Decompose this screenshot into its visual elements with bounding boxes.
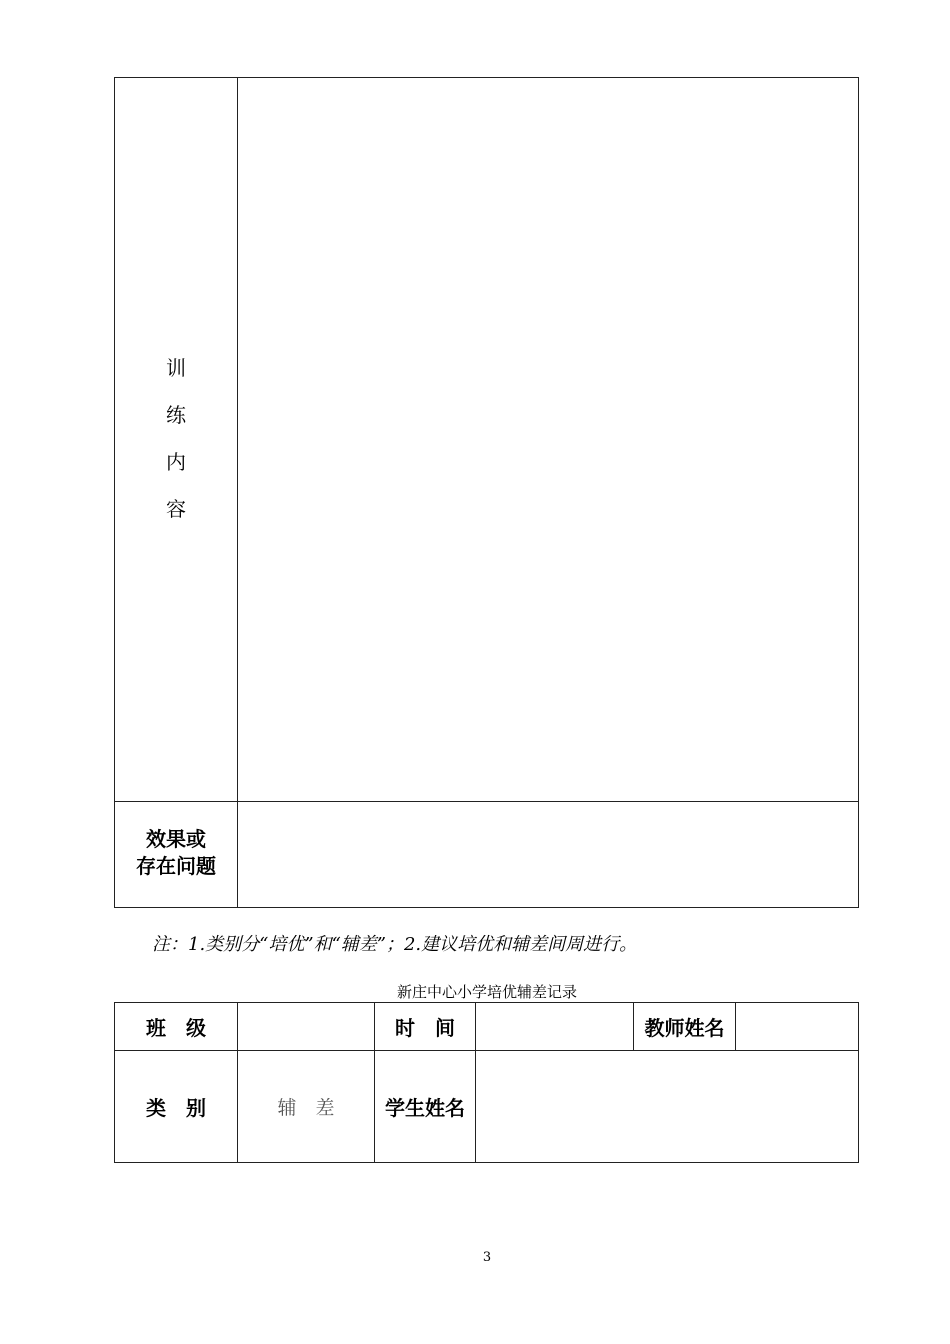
table1-right-border [858, 77, 859, 908]
effect-content-cell[interactable] [238, 802, 858, 907]
table2-bottom-border [114, 1162, 859, 1163]
training-label-char: 内 [166, 450, 186, 474]
student-name-value-cell[interactable] [476, 1051, 858, 1162]
class-value-cell[interactable] [238, 1003, 374, 1050]
table2-right-border [858, 1002, 859, 1163]
record-caption: 新庄中心小学培优辅差记录 [396, 983, 577, 1001]
table1-bottom-border [114, 907, 859, 908]
training-content-label [115, 345, 237, 533]
effect-label: 效果或 存在问题 [136, 827, 216, 878]
training-label-char: 训 [166, 356, 186, 380]
training-content-cell[interactable] [238, 78, 858, 801]
teacher-name-value-cell[interactable] [736, 1003, 858, 1050]
note-text: 注：1.类别分“培优”和“辅差”；2.建议培优和辅差间周进行。 [152, 934, 638, 955]
time-value-cell[interactable] [476, 1003, 633, 1050]
category-label: 类 别 [146, 1096, 206, 1120]
teacher-name-label: 教师姓名 [644, 1016, 725, 1040]
category-value: 辅 差 [277, 1097, 335, 1119]
training-label-char: 练 [166, 403, 186, 427]
class-label: 班 级 [146, 1016, 206, 1040]
page-number: 3 [482, 1250, 492, 1265]
student-name-label: 学生姓名 [385, 1096, 465, 1120]
time-label: 时 间 [395, 1016, 455, 1040]
training-label-char: 容 [166, 497, 186, 521]
